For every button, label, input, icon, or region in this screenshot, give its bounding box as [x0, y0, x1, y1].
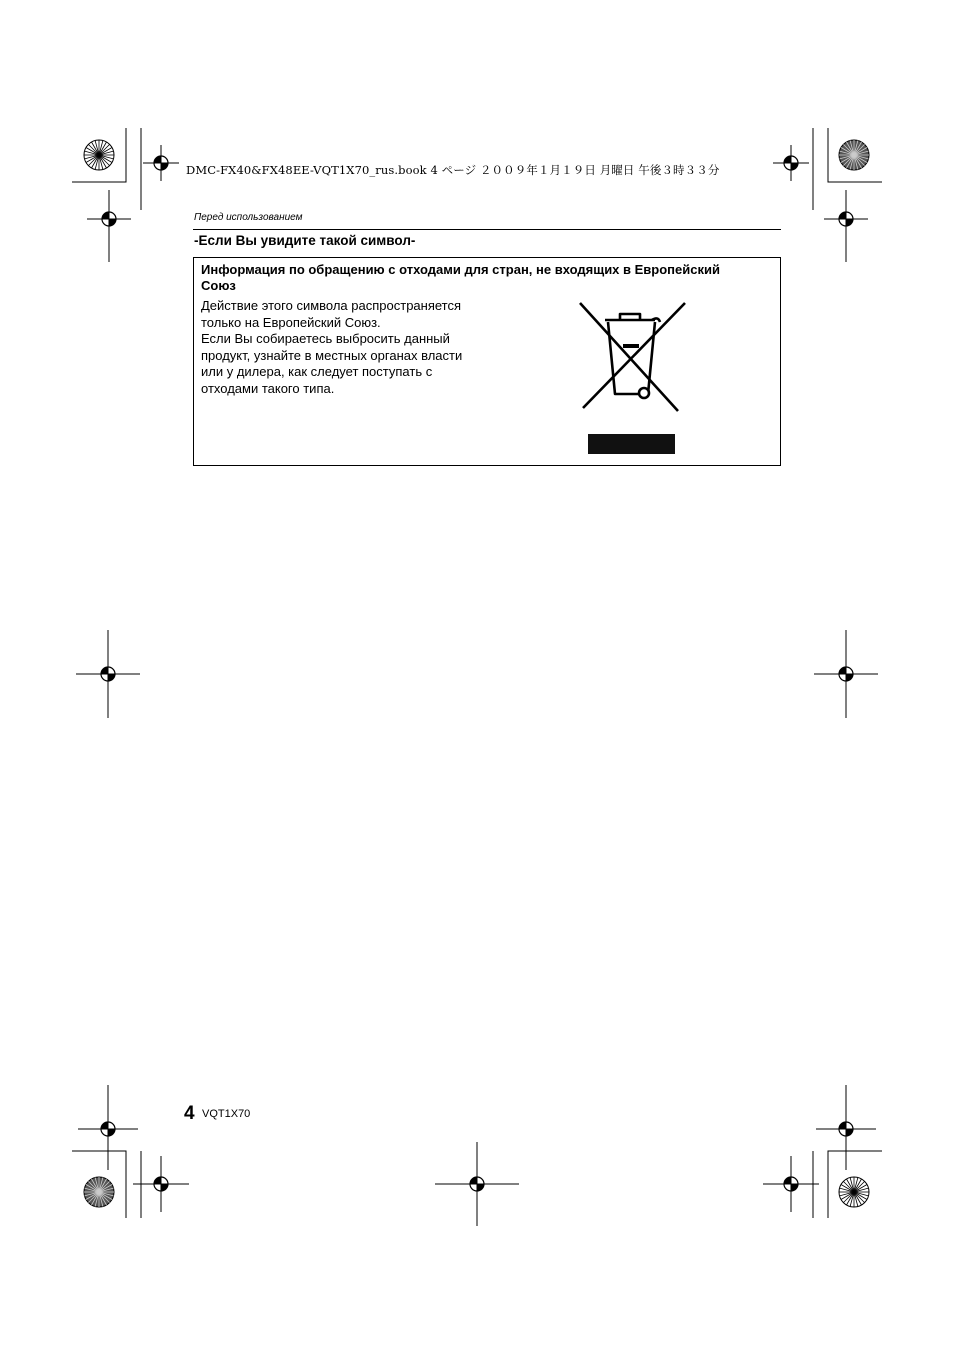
info-paragraph-1: Действие этого символа распространяется только на Европейский Союз.: [201, 298, 462, 330]
info-box-body: [201, 298, 471, 397]
print-header: DMC-FX40&FX48EE-VQT1X70_rus.book 4 ページ ２００９年１月１９日 月曜日 午後３時３３分: [186, 163, 720, 177]
section-label: Перед использованием: [194, 212, 303, 223]
symbol-bar: [588, 434, 675, 454]
crosshair-fill: [108, 674, 115, 681]
crosshair-fill: [477, 1184, 484, 1191]
crosshair-fill: [784, 156, 791, 163]
crosshair-fill: [846, 674, 853, 681]
crosshair-fill: [846, 1129, 853, 1136]
crossed-out-wheelie-bin-icon: [578, 298, 688, 418]
crosshair-fill: [839, 1122, 846, 1129]
crosshair-fill: [109, 219, 116, 226]
header-rule: [193, 229, 781, 230]
crosshair-fill: [108, 1129, 115, 1136]
crosshair-fill: [101, 667, 108, 674]
page-number: 4: [184, 1103, 195, 1124]
crosshair-fill: [470, 1177, 477, 1184]
crosshair-fill: [101, 1122, 108, 1129]
crosshair-fill: [154, 1177, 161, 1184]
crosshair-fill: [784, 1177, 791, 1184]
symbol-heading: -Если Вы увидите такой символ-: [194, 233, 416, 248]
crosshair-fill: [154, 156, 161, 163]
crosshair-fill: [791, 163, 798, 170]
crosshair-fill: [791, 1184, 798, 1191]
crosshair-fill: [839, 212, 846, 219]
crosshair-fill: [839, 667, 846, 674]
crosshair-fill: [846, 219, 853, 226]
crosshair-fill: [161, 1184, 168, 1191]
crosshair-fill: [102, 212, 109, 219]
info-box-title: Информация по обращению с отходами для стран, не входящих в Европейский Союз: [201, 262, 720, 293]
info-paragraph-2: Если Вы собираетесь выбросить данный продукт, узнайте в местных органах власти или у дилера, как следует поступать с отходами такого типа.: [201, 331, 463, 396]
crosshair-fill: [161, 163, 168, 170]
doc-code: VQT1X70: [202, 1108, 251, 1120]
waste-info-box: [193, 257, 781, 466]
